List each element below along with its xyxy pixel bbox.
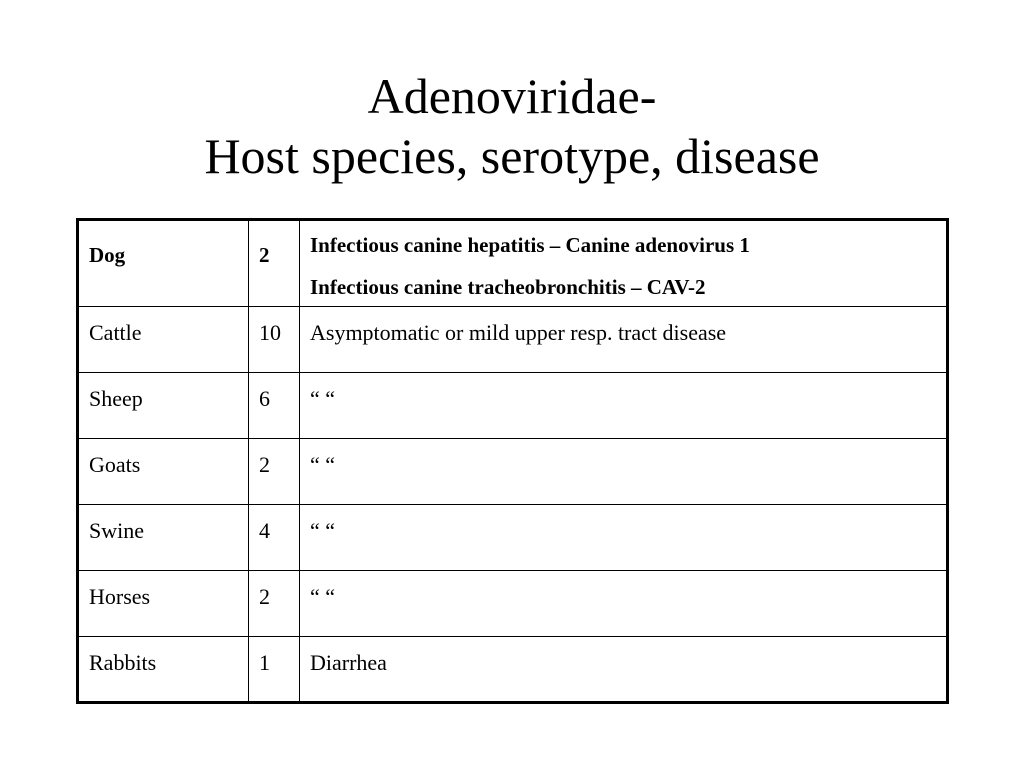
- slide-title: [0, 66, 1024, 186]
- serotype-cell: 4: [249, 505, 300, 571]
- serotype-cell: 1: [249, 637, 300, 703]
- host-cell: Goats: [78, 439, 249, 505]
- host-cell: Cattle: [78, 307, 249, 373]
- slide-title-line-1: Adenoviridae-: [367, 68, 657, 124]
- table-row: [78, 220, 948, 307]
- table-row: [78, 373, 948, 439]
- serotype-cell: 10: [249, 307, 300, 373]
- table-row: [78, 637, 948, 703]
- table-row: [78, 505, 948, 571]
- disease-cell: “ “: [300, 571, 948, 637]
- host-cell: Swine: [78, 505, 249, 571]
- table-row: [78, 307, 948, 373]
- table-row: [78, 571, 948, 637]
- host-serotype-disease-table: [76, 218, 949, 704]
- disease-line: Infectious canine tracheobronchitis – CAV-2: [310, 275, 706, 299]
- disease-line: Infectious canine hepatitis – Canine adenovirus 1: [310, 233, 750, 257]
- disease-cell: “ “: [300, 439, 948, 505]
- disease-cell: “ “: [300, 373, 948, 439]
- disease-cell: “ “: [300, 505, 948, 571]
- host-cell: Rabbits: [78, 637, 249, 703]
- serotype-cell: 2: [249, 439, 300, 505]
- slide-title-line-2: Host species, serotype, disease: [204, 128, 820, 184]
- disease-cell: Diarrhea: [300, 637, 948, 703]
- table-row: [78, 439, 948, 505]
- host-cell: Horses: [78, 571, 249, 637]
- disease-cell: Asymptomatic or mild upper resp. tract disease: [300, 307, 948, 373]
- serotype-cell: 2: [249, 220, 300, 307]
- disease-cell: [300, 220, 948, 307]
- serotype-cell: 6: [249, 373, 300, 439]
- host-cell: Dog: [78, 220, 249, 307]
- serotype-cell: 2: [249, 571, 300, 637]
- host-cell: Sheep: [78, 373, 249, 439]
